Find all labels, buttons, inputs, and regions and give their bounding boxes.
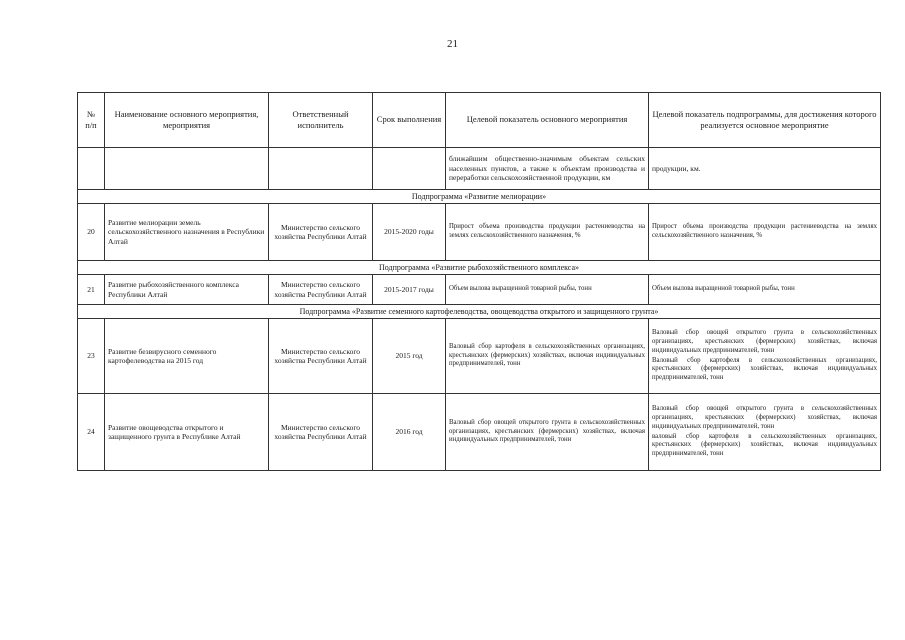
section-header-melioration: Подпрограмма «Развитие мелиорации»	[78, 190, 881, 204]
row-term: 2015-2020 годы	[373, 204, 446, 261]
header-name: Наименование основного мероприятия, мероприятия	[105, 93, 269, 148]
row-name: Развитие безвирусного семенного картофелеводства на 2015 год	[105, 319, 269, 394]
measures-table	[77, 92, 881, 471]
row-target-main: Прирост объема производства продукции растениеводства на землях сельскохозяйственного назначения, %	[446, 204, 649, 261]
row-executor: Министерство сельского хозяйства Республики Алтай	[269, 204, 373, 261]
row-target-main: Валовый сбор овощей открытого грунта в сельскохозяйственных организациях, крестьянских (фермерских) хозяйствах, включая индивидуальных предпринимателей, тонн	[446, 394, 649, 471]
row-target-sub-item: Валовый сбор картофеля в сельскохозяйственных организациях, крестьянских (фермерских) хозяйствах, включая индивидуальных предпринимателей, тонн	[652, 356, 877, 382]
header-term: Срок выполнения	[373, 93, 446, 148]
row-target-sub-item: валовый сбор картофеля в сельскохозяйственных организациях, крестьянских (фермерских) хозяйствах, включая индивидуальных предпринимателей, тонн	[652, 432, 877, 458]
table-row	[78, 204, 881, 261]
row-num: 23	[78, 319, 105, 394]
row-target-sub-item: Валовый сбор овощей открытого грунта в сельскохозяйственных организациях, крестьянских (фермерских) хозяйствах, включая индивидуальных предпринимателей, тонн	[652, 405, 877, 430]
row-target-main: Объем вылова выращенной товарной рыбы, тонн	[446, 275, 649, 305]
section-header-fishery: Подпрограмма «Развитие рыбохозяйственного комплекса»	[78, 261, 881, 275]
table-header-row	[78, 93, 881, 148]
continuation-target-main: ближайшим общественно-значимым объектам сельских населенных пунктов, а также к объектам производства и переработки сельскохозяйственной продукции, км	[446, 148, 649, 190]
row-name: Развитие мелиорации земель сельскохозяйственного назначения в Республики Алтай	[105, 204, 269, 261]
header-num: № п/п	[78, 93, 105, 148]
continuation-target-sub: продукции, км.	[649, 148, 881, 190]
row-term: 2015-2017 годы	[373, 275, 446, 305]
header-target-sub: Целевой показатель подпрограммы, для достижения которого реализуется основное мероприятие	[649, 93, 881, 148]
row-target-sub	[649, 394, 881, 471]
row-target-sub	[649, 319, 881, 394]
header-target-main: Целевой показатель основного мероприятия	[446, 93, 649, 148]
continuation-row	[78, 148, 881, 190]
row-target-main: Валовый сбор картофеля в сельскохозяйственных организациях, крестьянских (фермерских) хозяйствах, включая индивидуальных предпринимателей, тонн	[446, 319, 649, 394]
row-term: 2016 год	[373, 394, 446, 471]
row-target-sub: Прирост объема производства продукции растениеводства на землях сельскохозяйственного назначения, %	[649, 204, 881, 261]
table-row	[78, 275, 881, 305]
row-executor: Министерство сельского хозяйства Республики Алтай	[269, 275, 373, 305]
row-name: Развитие овощеводства открытого и защищенного грунта в Республике Алтай	[105, 394, 269, 471]
header-executor: Ответственный исполнитель	[269, 93, 373, 148]
page-number: 21	[447, 38, 458, 50]
row-num: 21	[78, 275, 105, 305]
row-target-sub-item: Валовый сбор овощей открытого грунта в сельскохозяйственных организациях, крестьянских (фермерских) хозяйствах, включая индивидуальных предпринимателей, тонн	[652, 329, 877, 354]
section-header-potato-vegetables: Подпрограмма «Развитие семенного картофелеводства, овощеводства открытого и защищенного грунта»	[78, 305, 881, 319]
row-num: 24	[78, 394, 105, 471]
row-name: Развитие рыбохозяйственного комплекса Республики Алтай	[105, 275, 269, 305]
row-num: 20	[78, 204, 105, 261]
row-term: 2015 год	[373, 319, 446, 394]
row-executor: Министерство сельского хозяйства Республики Алтай	[269, 394, 373, 471]
row-target-sub: Объем вылова выращенной товарной рыбы, тонн	[649, 275, 881, 305]
table-row	[78, 319, 881, 394]
table-row	[78, 394, 881, 471]
row-executor: Министерство сельского хозяйства Республики Алтай	[269, 319, 373, 394]
